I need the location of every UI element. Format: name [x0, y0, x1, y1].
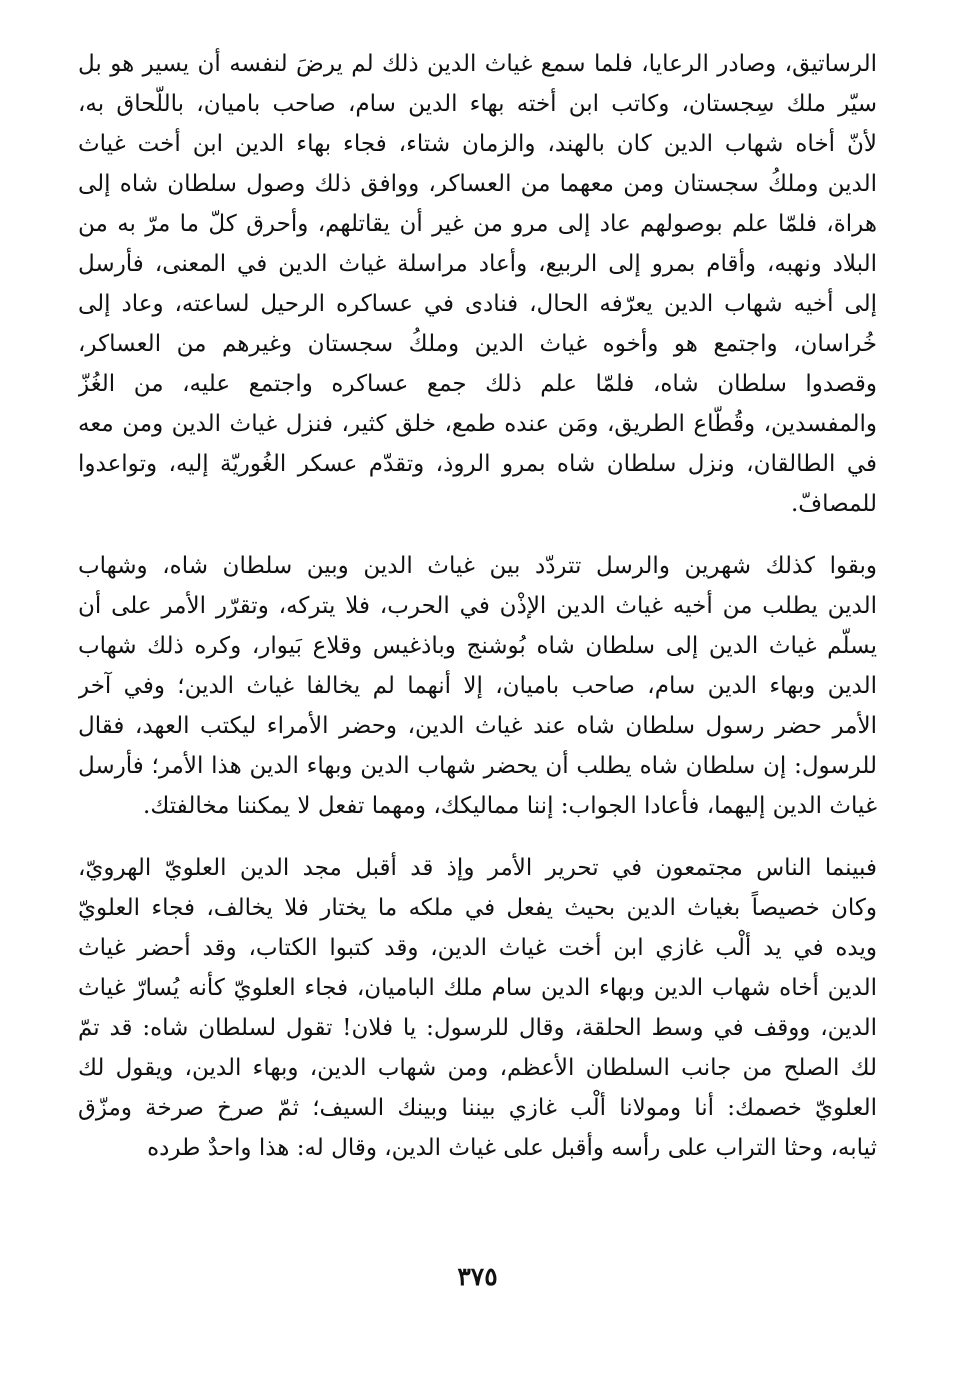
paragraph: [78, 44, 877, 524]
paragraph: [78, 546, 877, 826]
text-line: غياث الدين إليهما، فأعادا الجواب: إننا مماليكك، ومهما تفعل لا يمكننا مخالفتك.: [143, 793, 877, 819]
text-line: الدين وملكُ سجستان ومن معهما من العساكر، ووافق ذلك وصول سلطان شاه إلى: [78, 171, 877, 197]
text-line: يسلّم غياث الدين إلى سلطان شاه بُوشنج وباذغيس وقلاع بَيوار، وكره ذلك شهاب: [78, 633, 877, 659]
text-line: العلويّ خصمك: أنا ومولانا ألْب غازي بيننا وبينك السيف؛ ثمّ صرخ صرخة ومزّق: [78, 1095, 877, 1121]
text-line: للرسول: إن سلطان شاه يطلب أن يحضر شهاب الدين وبهاء الدين هذا الأمر؛ فأرسل: [78, 753, 877, 779]
text-line: الدين وبهاء الدين سام، صاحب باميان، إلا أنهما لم يخالفا غياث الدين؛ وفي آخر: [78, 673, 877, 699]
text-line: لك الصلح من جانب السلطان الأعظم، ومن شهاب الدين، وبهاء الدين، ويقول لك: [78, 1055, 877, 1081]
text-line: هراة، فلمّا علم بوصولهم عاد إلى مرو من غير أن يقاتلهم، وأحرق كلّ ما مرّ به من: [78, 211, 877, 237]
text-line: خُراسان، واجتمع هو وأخوه غياث الدين وملكُ سجستان وغيرهم من العساكر،: [78, 331, 877, 357]
text-line: سيّر ملك سِجستان، وكاتب ابن أخته بهاء الدين سام، صاحب باميان، باللّحاق به،: [78, 91, 877, 117]
page-number: ٣٧٥: [457, 1262, 498, 1291]
text-line: في الطالقان، ونزل سلطان شاه بمرو الروذ، وتقدّم عسكر الغُوريّة إليه، وتواعدوا: [78, 451, 877, 477]
text-line: وقصدوا سلطان شاه، فلمّا علم ذلك جمع عساكره واجتمع عليه، من الغُزّ: [78, 371, 877, 397]
text-line: الدين، ووقف في وسط الحلقة، وقال للرسول: يا فلان! تقول لسلطان شاه: قد تمّ: [78, 1015, 877, 1041]
text-line: الأمر حضر رسول سلطان شاه عند غياث الدين، وحضر الأمراء ليكتب العهد، فقال: [78, 713, 877, 739]
text-line: الدين يطلب من أخيه غياث الدين الإذْن في الحرب، فلا يتركه، وتقرّر الأمر على أن: [78, 593, 877, 619]
text-line: والمفسدين، وقُطّاع الطريق، ومَن عنده طمع، خلق كثير، فنزل غياث الدين ومن معه: [78, 411, 877, 437]
paragraph: [78, 848, 877, 1168]
text-line: وبقوا كذلك شهرين والرسل تتردّد بين غياث الدين وبين سلطان شاه، وشهاب: [78, 553, 877, 579]
text-line: وكان خصيصاً بغياث الدين بحيث يفعل في ملكه ما يختار فلا يخالف، فجاء العلويّ: [78, 895, 877, 921]
text-line: البلاد ونهبه، وأقام بمرو إلى الربيع، وأعاد مراسلة غياث الدين في المعنى، فأرسل: [78, 251, 877, 277]
text-line: الدين أخاه شهاب الدين وبهاء الدين سام ملك الباميان، فجاء العلويّ كأنه يُسارّ غياث: [78, 975, 877, 1001]
text-line: ويده في يد ألْب غازي ابن أخت غياث الدين، وقد كتبوا الكتاب، وقد أحضر غياث: [78, 935, 877, 961]
text-line: إلى أخيه شهاب الدين يعرّفه الحال، فنادى في عساكره الرحيل لساعته، وعاد إلى: [78, 291, 877, 317]
text-line: لأنّ أخاه شهاب الدين كان بالهند، والزمان شتاء، فجاء بهاء الدين ابن أخت غياث: [78, 131, 877, 157]
text-line: للمصافّ.: [790, 491, 877, 517]
text-line: ثيابه، وحثا التراب على رأسه وأقبل على غياث الدين، وقال له: هذا واحدٌ طرده: [147, 1135, 877, 1161]
text-line: الرساتيق، وصادر الرعايا، فلما سمع غياث الدين ذلك لم يرضَ لنفسه أن يسير هو بل: [78, 51, 877, 77]
text-line: فبينما الناس مجتمعون في تحرير الأمر وإذ قد أقبل مجد الدين العلويّ الهرويّ،: [78, 855, 877, 881]
